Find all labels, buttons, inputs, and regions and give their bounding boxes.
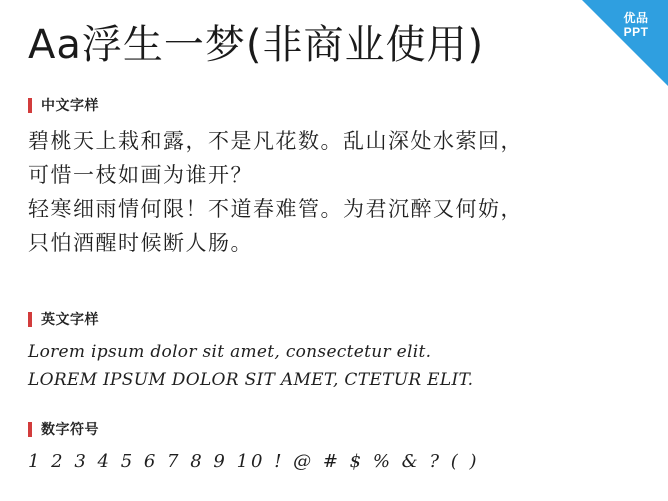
accent-bar-icon xyxy=(28,98,32,113)
font-title: Aa浮生一梦(非商业使用) xyxy=(28,22,485,68)
english-sample-line: LOREM IPSUM DOLOR SIT AMET, CTETUR ELIT. xyxy=(28,370,474,390)
chinese-sample-text xyxy=(28,124,523,260)
section-numerals-label: 数字符号 xyxy=(41,421,99,437)
numerals-sample-text: 1 2 3 4 5 6 7 8 9 10 ! @ # $ % & ? ( ) xyxy=(28,451,480,472)
ribbon-label-line2: PPT xyxy=(623,25,649,39)
ribbon-label xyxy=(608,11,664,39)
chinese-sample-line: 轻寒细雨情何限！不道春难管。为君沉醉又何妨， xyxy=(28,197,523,221)
section-chinese-header xyxy=(28,96,523,114)
chinese-sample-line: 只怕酒醒时候断人肠。 xyxy=(28,231,253,255)
section-chinese-sample xyxy=(28,96,523,260)
english-sample-line: Lorem ipsum dolor sit amet, consectetur elit. xyxy=(28,342,432,362)
section-english-header xyxy=(28,310,473,328)
section-english-label: 英文字样 xyxy=(41,311,99,327)
accent-bar-icon xyxy=(28,422,32,437)
chinese-sample-line: 可惜一枝如画为谁开？ xyxy=(28,163,253,187)
ribbon-label-line1: 优品 xyxy=(623,11,649,25)
chinese-sample-line: 碧桃天上栽和露，不是凡花数。乱山深处水萦回， xyxy=(28,129,523,153)
section-english-sample xyxy=(28,310,473,394)
section-chinese-label: 中文字样 xyxy=(41,97,99,113)
accent-bar-icon xyxy=(28,312,32,327)
section-numerals-sample xyxy=(28,420,480,476)
english-sample-text xyxy=(28,338,473,394)
brand-ribbon xyxy=(582,0,668,86)
section-numerals-header xyxy=(28,420,480,438)
